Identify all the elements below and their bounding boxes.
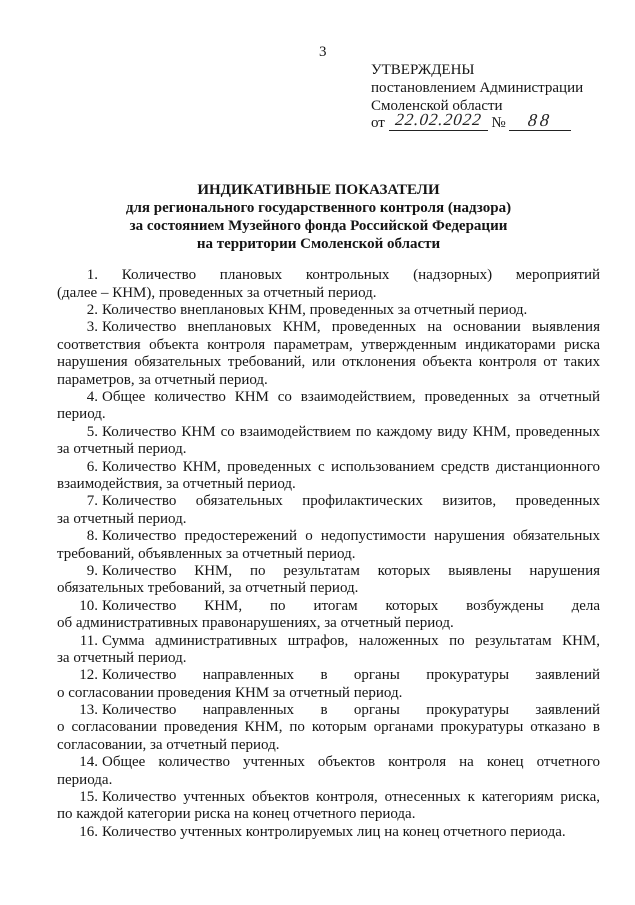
item-number: 14. xyxy=(79,754,98,771)
item-line xyxy=(57,302,600,319)
item-text: Сумма административных штрафов, наложенных по результатам КНМ, xyxy=(102,632,600,649)
item-line: нарушения обязательных требований, или отклонения объекта контроля от таких xyxy=(57,354,600,371)
number-blank xyxy=(509,110,571,131)
item-line xyxy=(57,389,600,406)
document-heading xyxy=(57,181,580,253)
item-number: 4. xyxy=(86,389,98,406)
item-line: период. xyxy=(57,406,106,423)
item-text: Количество КНМ, по результатам которых выявлены нарушения xyxy=(102,562,600,579)
item-line: периода. xyxy=(57,771,113,788)
indicator-item xyxy=(57,598,600,633)
item-line xyxy=(57,493,600,510)
handwritten-number: 88 xyxy=(527,110,554,130)
item-number: 2. xyxy=(86,302,98,319)
indicator-item xyxy=(57,824,600,841)
item-line: за отчетный период. xyxy=(57,441,187,458)
item-line xyxy=(57,633,600,650)
item-text: Количество учтенных контролируемых лиц на конец отчетного периода. xyxy=(102,823,566,840)
heading-subtitle-line: для регионального государственного контроля (надзора) xyxy=(125,200,512,216)
approval-title: УТВЕРЖДЕНЫ xyxy=(371,62,475,78)
item-number: 9. xyxy=(86,562,98,579)
item-text: Количество предостережений о недопустимости нарушения обязательных xyxy=(102,528,600,545)
indicator-item xyxy=(57,789,600,824)
item-line xyxy=(57,319,600,336)
indicator-item xyxy=(57,667,600,702)
item-line xyxy=(57,754,600,771)
date-blank xyxy=(389,110,488,131)
item-line: о согласовании проведения КНМ, по которым органами прокуратуры отказано в xyxy=(57,719,600,736)
item-text: Количество КНМ, проведенных с использованием средств дистанционного xyxy=(102,458,600,475)
item-line: параметров, за отчетный период. xyxy=(57,371,268,388)
indicator-item xyxy=(57,319,600,389)
item-number: 13. xyxy=(79,702,98,719)
item-line xyxy=(57,667,600,684)
item-line: (далее – КНМ), проведенных за отчетный период. xyxy=(57,284,377,301)
item-number: 6. xyxy=(86,458,98,475)
item-text: Общее количество КНМ со взаимодействием, проведенных за отчетный xyxy=(102,389,600,406)
item-number: 8. xyxy=(86,528,98,545)
item-text: Количество учтенных объектов контроля, отнесенных к категориям риска, xyxy=(102,789,600,806)
item-number: 1. xyxy=(86,267,98,284)
item-line: соответствия объекта контроля параметрам, утвержденным индикаторами риска xyxy=(57,336,600,353)
item-text: Количество КНМ со взаимодействием по каждому виду КНМ, проведенных xyxy=(102,423,600,440)
item-number: 3. xyxy=(86,319,98,336)
item-text: Количество внеплановых КНМ, проведенных на основании выявления xyxy=(102,319,600,336)
item-line: требований, объявленных за отчетный период. xyxy=(57,545,356,562)
indicator-item xyxy=(57,424,600,459)
indicator-item xyxy=(57,267,600,302)
item-line xyxy=(57,563,600,580)
indicator-list xyxy=(57,267,600,841)
item-number: 5. xyxy=(86,423,98,440)
indicator-item xyxy=(57,389,600,424)
item-text: Количество КНМ, по итогам которых возбуждены дела xyxy=(102,597,600,614)
item-line: за отчетный период. xyxy=(57,649,187,666)
item-text: Количество направленных в органы прокуратуры заявлений xyxy=(102,702,600,719)
indicator-item xyxy=(57,633,600,668)
indicator-item xyxy=(57,563,600,598)
item-line: взаимодействия, за отчетный период. xyxy=(57,475,296,492)
approval-date-line xyxy=(371,110,571,132)
item-line: об административных правонарушениях, за отчетный период. xyxy=(57,615,454,632)
indicator-item xyxy=(57,702,600,754)
item-line xyxy=(57,267,600,284)
date-prefix: от xyxy=(371,115,385,131)
item-line: по каждой категории риска на конец отчетного периода. xyxy=(57,806,416,823)
handwritten-date: 22.02.2022 xyxy=(393,110,483,129)
item-text: Количество направленных в органы прокуратуры заявлений xyxy=(102,667,600,684)
indicator-item xyxy=(57,302,600,319)
item-line xyxy=(57,789,600,806)
item-line: за отчетный период. xyxy=(57,510,187,527)
item-line xyxy=(57,598,600,615)
item-text: Количество плановых контрольных (надзорных) мероприятий xyxy=(121,267,601,284)
item-number: 15. xyxy=(79,789,98,806)
indicator-item xyxy=(57,459,600,494)
approval-line: Смоленской области xyxy=(371,97,503,114)
item-line: обязательных требований, за отчетный период. xyxy=(57,580,359,597)
heading-subtitle-line: на территории Смоленской области xyxy=(196,236,441,252)
indicator-item xyxy=(57,493,600,528)
heading-title: ИНДИКАТИВНЫЕ ПОКАЗАТЕЛИ xyxy=(197,182,440,198)
item-line xyxy=(57,824,600,841)
item-text: Количество внеплановых КНМ, проведенных за отчетный период. xyxy=(102,302,528,319)
item-text: Общее количество учтенных объектов контроля на конец отчетного xyxy=(102,754,600,771)
item-line: согласовании, за отчетный период. xyxy=(57,736,280,753)
item-text: Количество обязательных профилактических визитов, проведенных xyxy=(102,493,600,510)
item-line xyxy=(57,528,600,545)
item-line xyxy=(57,424,600,441)
indicator-item xyxy=(57,754,600,789)
item-number: 16. xyxy=(79,823,98,840)
page-number: 3 xyxy=(319,44,327,60)
heading-subtitle-line: за состоянием Музейного фонда Российской Федерации xyxy=(129,218,508,234)
approval-line: постановлением Администрации xyxy=(371,80,584,96)
item-number: 12. xyxy=(79,667,98,684)
indicator-item xyxy=(57,528,600,563)
item-number: 7. xyxy=(86,493,98,510)
item-number: 11. xyxy=(79,632,98,649)
item-number: 10. xyxy=(79,597,98,614)
number-sign: № xyxy=(491,115,506,131)
item-line xyxy=(57,702,600,719)
item-line xyxy=(57,459,600,476)
item-line: о согласовании проведения КНМ за отчетный период. xyxy=(57,684,403,701)
